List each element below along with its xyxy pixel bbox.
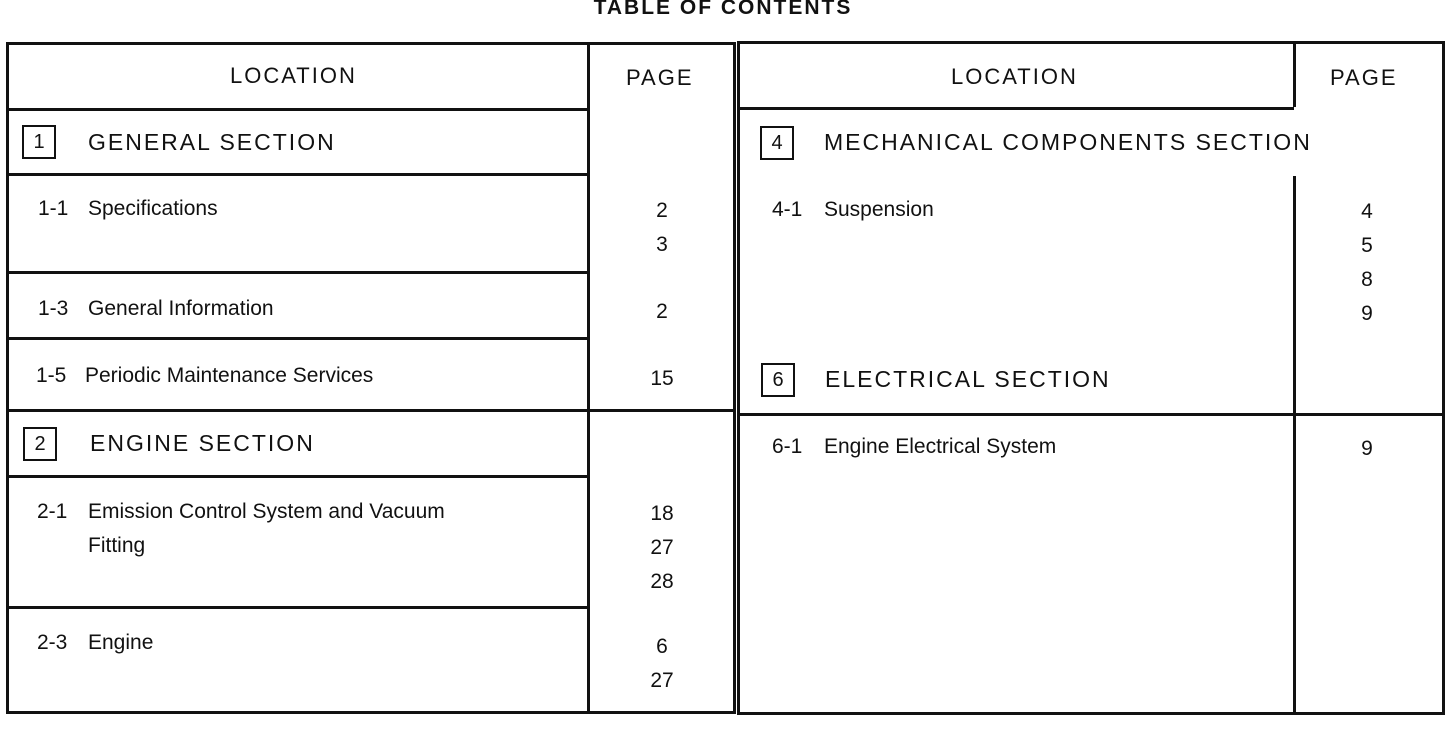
- entry-label: Specifications: [88, 197, 218, 220]
- left-row-divider: [9, 271, 589, 274]
- entry-label-continued: Fitting: [88, 534, 146, 557]
- toc-entry: [772, 435, 1057, 459]
- left-row-divider: [9, 409, 733, 412]
- section-number-box: 2: [23, 427, 57, 461]
- entry-number: 6-1: [772, 435, 803, 458]
- left-row-divider: [9, 475, 589, 478]
- entry-number: 2-3: [37, 631, 68, 654]
- section-number-box: 4: [760, 126, 794, 160]
- toc-entry: [37, 631, 154, 655]
- entry-label: Emission Control System and Vacuum: [88, 500, 445, 523]
- page-number: 5: [1361, 234, 1373, 257]
- toc-entry: [37, 500, 445, 557]
- left-page-header: PAGE: [626, 65, 694, 90]
- toc-entry: [38, 197, 218, 221]
- section-title-general: GENERAL SECTION: [88, 129, 336, 155]
- entry-label: General Information: [88, 297, 274, 320]
- right-page-header: PAGE: [1330, 65, 1398, 90]
- left-row-divider: [9, 173, 589, 176]
- toc-entry: [36, 364, 374, 388]
- section-title-engine: ENGINE SECTION: [90, 430, 315, 456]
- left-header-divider: [9, 108, 589, 111]
- right-location-header: LOCATION: [951, 64, 1078, 89]
- section-title-electrical: ELECTRICAL SECTION: [825, 366, 1111, 392]
- entry-number: 1-3: [38, 297, 69, 320]
- left-toc-table: [6, 42, 736, 714]
- entry-number: 1-5: [36, 364, 67, 387]
- page-number: 2: [656, 199, 668, 222]
- entry-pages: [632, 295, 692, 329]
- page-number: 15: [650, 367, 674, 390]
- page-number: 2: [656, 300, 668, 323]
- left-location-header: LOCATION: [230, 63, 357, 88]
- page-title: TABLE OF CONTENTS: [593, 0, 853, 19]
- entry-number: 2-1: [37, 500, 68, 523]
- entry-label: Engine Electrical System: [824, 435, 1057, 458]
- right-toc-table: [737, 41, 1445, 715]
- page-number: 6: [656, 635, 668, 658]
- section-number-box: 1: [22, 125, 56, 159]
- page-number: 4: [1361, 200, 1373, 223]
- page-number: 28: [650, 570, 674, 593]
- entry-pages: [632, 194, 692, 262]
- toc-entry: [772, 198, 934, 222]
- left-row-divider: [9, 606, 589, 609]
- right-row-divider: [740, 413, 1442, 416]
- entry-number: 1-1: [38, 197, 69, 220]
- page-number: 9: [1361, 437, 1373, 460]
- entry-pages: [1337, 195, 1397, 331]
- entry-label: Suspension: [824, 198, 934, 221]
- page-number: 9: [1361, 302, 1373, 325]
- page-number: 8: [1361, 268, 1373, 291]
- page-number: 27: [650, 536, 674, 559]
- entry-label: Periodic Maintenance Services: [85, 364, 374, 387]
- page-number: 3: [656, 233, 668, 256]
- right-column-divider: [1293, 44, 1296, 107]
- entry-pages: [1337, 432, 1397, 466]
- entry-label: Engine: [88, 631, 154, 654]
- entry-number: 4-1: [772, 198, 803, 221]
- left-column-divider: [587, 45, 590, 711]
- right-header-divider: [740, 107, 1294, 110]
- page-number: 18: [650, 502, 674, 525]
- entry-pages: [632, 630, 692, 698]
- entry-pages: [632, 497, 692, 599]
- toc-entry: [38, 297, 274, 321]
- left-row-divider: [9, 337, 589, 340]
- section-title-mechanical: MECHANICAL COMPONENTS SECTION: [824, 129, 1312, 155]
- section-number-box: 6: [761, 363, 795, 397]
- entry-pages: [632, 362, 692, 396]
- page-number: 27: [650, 669, 674, 692]
- right-column-divider: [1293, 176, 1296, 712]
